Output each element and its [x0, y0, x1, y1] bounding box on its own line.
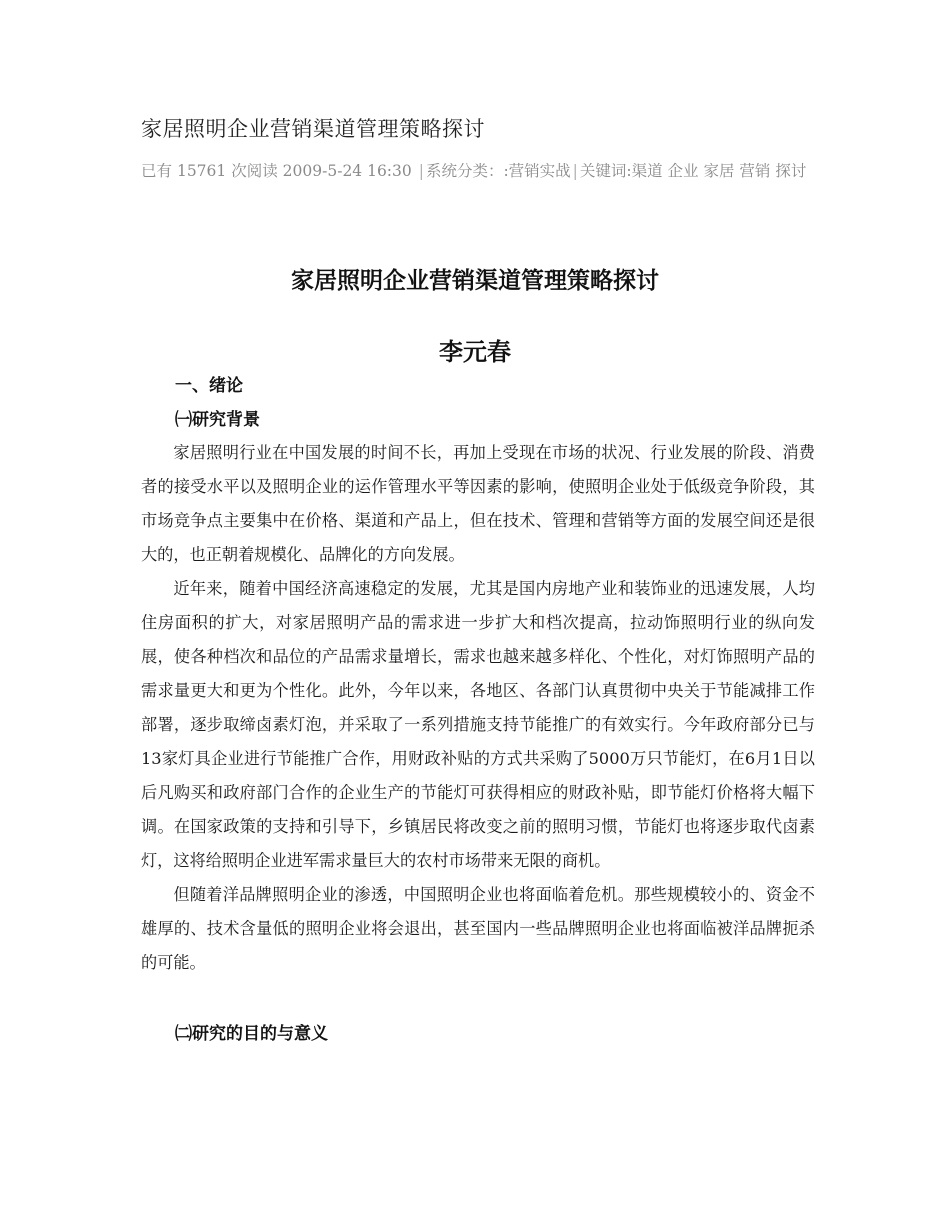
- subsection-heading-purpose: ㈡研究的目的与意义: [175, 1024, 328, 1044]
- views-prefix: 已有: [141, 162, 173, 180]
- views-suffix: 次阅读: [231, 162, 278, 180]
- post-category[interactable]: 系统分类：:营销实战: [425, 162, 571, 180]
- article-body: [141, 436, 815, 980]
- views-count: 15761: [176, 162, 227, 180]
- paragraph: 家居照明行业在中国发展的时间不长，再加上受现在市场的状况、行业发展的阶段、消费者的接受水平以及照明企业的运作管理水平等因素的影响，使照明企业处于低级竞争阶段，其市场竞争点主要集中在价格、渠道和产品上，但在技术、管理和营销等方面的发展空间还是很大的，也正朝着规模化、品牌化的方向发展。: [141, 443, 815, 564]
- post-meta: [141, 160, 821, 182]
- meta-separator: |: [418, 162, 424, 180]
- subsection-heading-background: ㈠研究背景: [175, 410, 260, 430]
- blog-post-title[interactable]: 家居照明企业营销渠道管理策略探讨: [141, 117, 485, 141]
- meta-separator: |: [572, 162, 578, 180]
- section-heading-introduction: 一、绪论: [175, 376, 243, 396]
- article-title: 家居照明企业营销渠道管理策略探讨: [291, 268, 659, 294]
- paragraph: 近年来，随着中国经济高速稳定的发展，尤其是国内房地产业和装饰业的迅速发展，人均住房面积的扩大，对家居照明产品的需求进一步扩大和档次提高，拉动饰照明行业的纵向发展，使各种档次和品位的产品需求量增长，需求也越来越多样化、个性化，对灯饰照明产品的需求量更大和更为个性化。此外，今年以来，各地区、各部门认真贯彻中央关于节能减排工作部署，逐步取缔卤素灯泡，并采取了一系列措施支持节能推广的有效实行。今年政府部分已与13家灯具企业进行节能推广合作，用财政补贴的方式共采购了5000万只节能灯，在6月1日以后凡购买和政府部门合作的企业生产的节能灯可获得相应的财政补贴，即节能灯价格将大幅下调。在国家政策的支持和引导下，乡镇居民将改变之前的照明习惯，节能灯也将逐步取代卤素灯，这将给照明企业进军需求量巨大的农村市场带来无限的商机。: [141, 579, 815, 870]
- article-author: 李元春: [439, 338, 511, 366]
- paragraph: 但随着洋品牌照明企业的渗透，中国照明企业也将面临着危机。那些规模较小的、资金不雄厚的、技术含量低的照明企业将会退出，甚至国内一些品牌照明企业也将面临被洋品牌扼杀的可能。: [141, 885, 815, 972]
- post-keywords[interactable]: 关键词:渠道 企业 家居 营销 探讨: [579, 162, 807, 180]
- post-datetime: 2009-5-24 16:30: [282, 162, 412, 180]
